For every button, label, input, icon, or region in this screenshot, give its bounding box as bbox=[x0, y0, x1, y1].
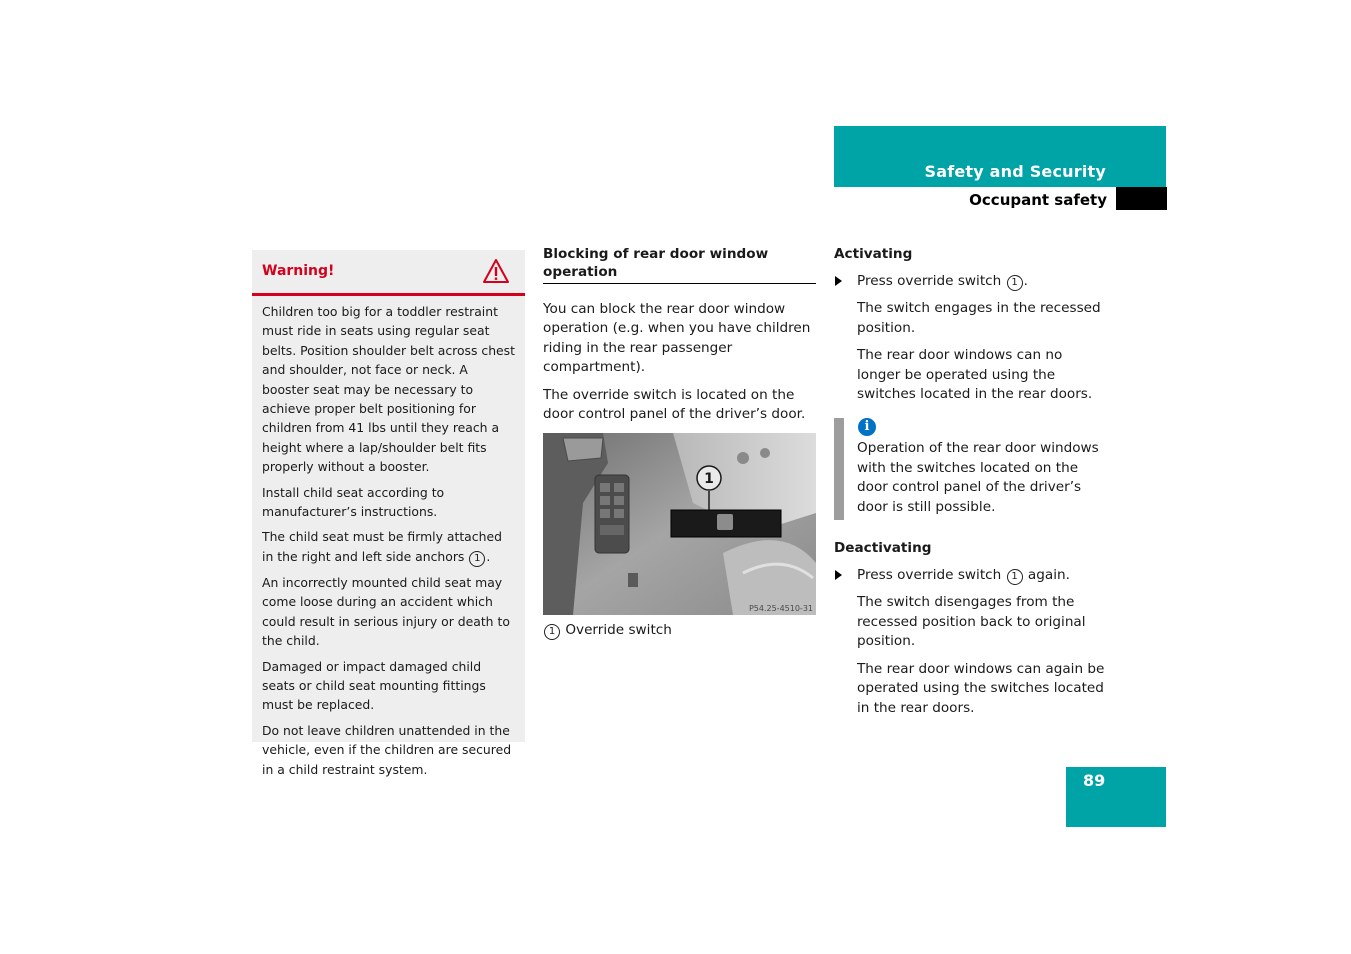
warning-paragraph: Install child seat according to manufacturer’s instructions. bbox=[262, 484, 445, 520]
callout-number-1: 1 bbox=[469, 551, 485, 567]
caption-number: 1 bbox=[544, 624, 560, 640]
result-paragraph: The switch engages in the recessed position. bbox=[857, 300, 1101, 336]
warning-triangle-icon bbox=[482, 258, 510, 284]
door-panel-photo bbox=[543, 433, 816, 615]
page-number: 89 bbox=[1083, 771, 1106, 790]
warning-anchors-text: The child seat must be firmly attached in the right and left side anchors bbox=[262, 529, 502, 564]
image-code: P54.25-4510-31 bbox=[748, 604, 813, 614]
warning-title: Warning! bbox=[262, 263, 335, 279]
result-paragraph: The rear door windows can no longer be operated using the switches located in the rear doors. bbox=[857, 347, 1093, 403]
warning-body bbox=[252, 296, 525, 779]
bullet-arrow-icon bbox=[835, 276, 842, 286]
step-text: Press override switch bbox=[857, 567, 1006, 584]
body-paragraph: The override switch is located on the door control panel of the driver’s door. bbox=[543, 386, 806, 423]
step-callout-number: 1 bbox=[1007, 569, 1023, 585]
warning-header bbox=[252, 250, 525, 296]
warning-paragraph: An incorrectly mounted child seat may come loose during an accident which could result in serious injury or death to the child. bbox=[262, 574, 510, 649]
warning-box bbox=[252, 250, 525, 777]
warning-paragraph: Damaged or impact damaged child seats or child seat mounting fittings must be replaced. bbox=[262, 658, 486, 713]
body-paragraph: You can block the rear door window operation (e.g. when you have children riding in the rear passenger compartment). bbox=[543, 301, 811, 376]
warning-paragraph-anchors bbox=[262, 527, 517, 566]
step-text: Press override switch bbox=[857, 273, 1006, 289]
info-icon: i bbox=[858, 418, 876, 436]
right-column bbox=[834, 245, 1109, 726]
header-tab-marker bbox=[1116, 187, 1167, 210]
activating-heading: Activating bbox=[834, 246, 913, 262]
image-caption bbox=[543, 621, 816, 640]
result-paragraph: The rear door windows can again be operated using the switches located in the rear doors. bbox=[857, 660, 1105, 716]
page-number-box bbox=[1066, 767, 1166, 827]
warning-paragraph: Children too big for a toddler restraint must ride in seats using regular seat belts. Position shoulder belt across chest and shoulder, not face or neck. A booster seat may be necessary to achieve proper belt positioning for children from 41 lbs until they reach a height where a lap/shoulder belt fits properly without a booster. bbox=[262, 304, 515, 475]
middle-column bbox=[543, 245, 816, 641]
subsection-title: Occupant safety bbox=[969, 191, 1107, 209]
section-header bbox=[834, 126, 1166, 187]
step-text-end: again. bbox=[1023, 567, 1070, 584]
activating-step bbox=[834, 272, 1109, 291]
info-bar bbox=[834, 418, 844, 520]
deactivating-heading: Deactivating bbox=[834, 540, 932, 557]
step-callout-number: 1 bbox=[1007, 275, 1023, 291]
photo-callout-1: 1 bbox=[704, 471, 714, 488]
info-text: Operation of the rear door windows with the switches located on the door control panel of the driver’s door is still possible. bbox=[857, 440, 1099, 515]
warning-paragraph: Do not leave children unattended in the vehicle, even if the children are secured in a child restraint system. bbox=[262, 722, 512, 777]
caption-text: Override switch bbox=[565, 622, 672, 639]
deactivating-step bbox=[834, 566, 1109, 585]
result-paragraph: The switch disengages from the recessed position back to original position. bbox=[857, 594, 1086, 650]
door-panel-illustration bbox=[543, 433, 816, 615]
section-heading: Blocking of rear door window operation bbox=[543, 245, 816, 284]
warning-anchors-text-end: . bbox=[486, 548, 491, 564]
bullet-arrow-icon bbox=[835, 570, 842, 580]
step-text-end: . bbox=[1023, 273, 1028, 289]
info-box bbox=[834, 418, 1109, 517]
section-title: Safety and Security bbox=[924, 162, 1106, 181]
